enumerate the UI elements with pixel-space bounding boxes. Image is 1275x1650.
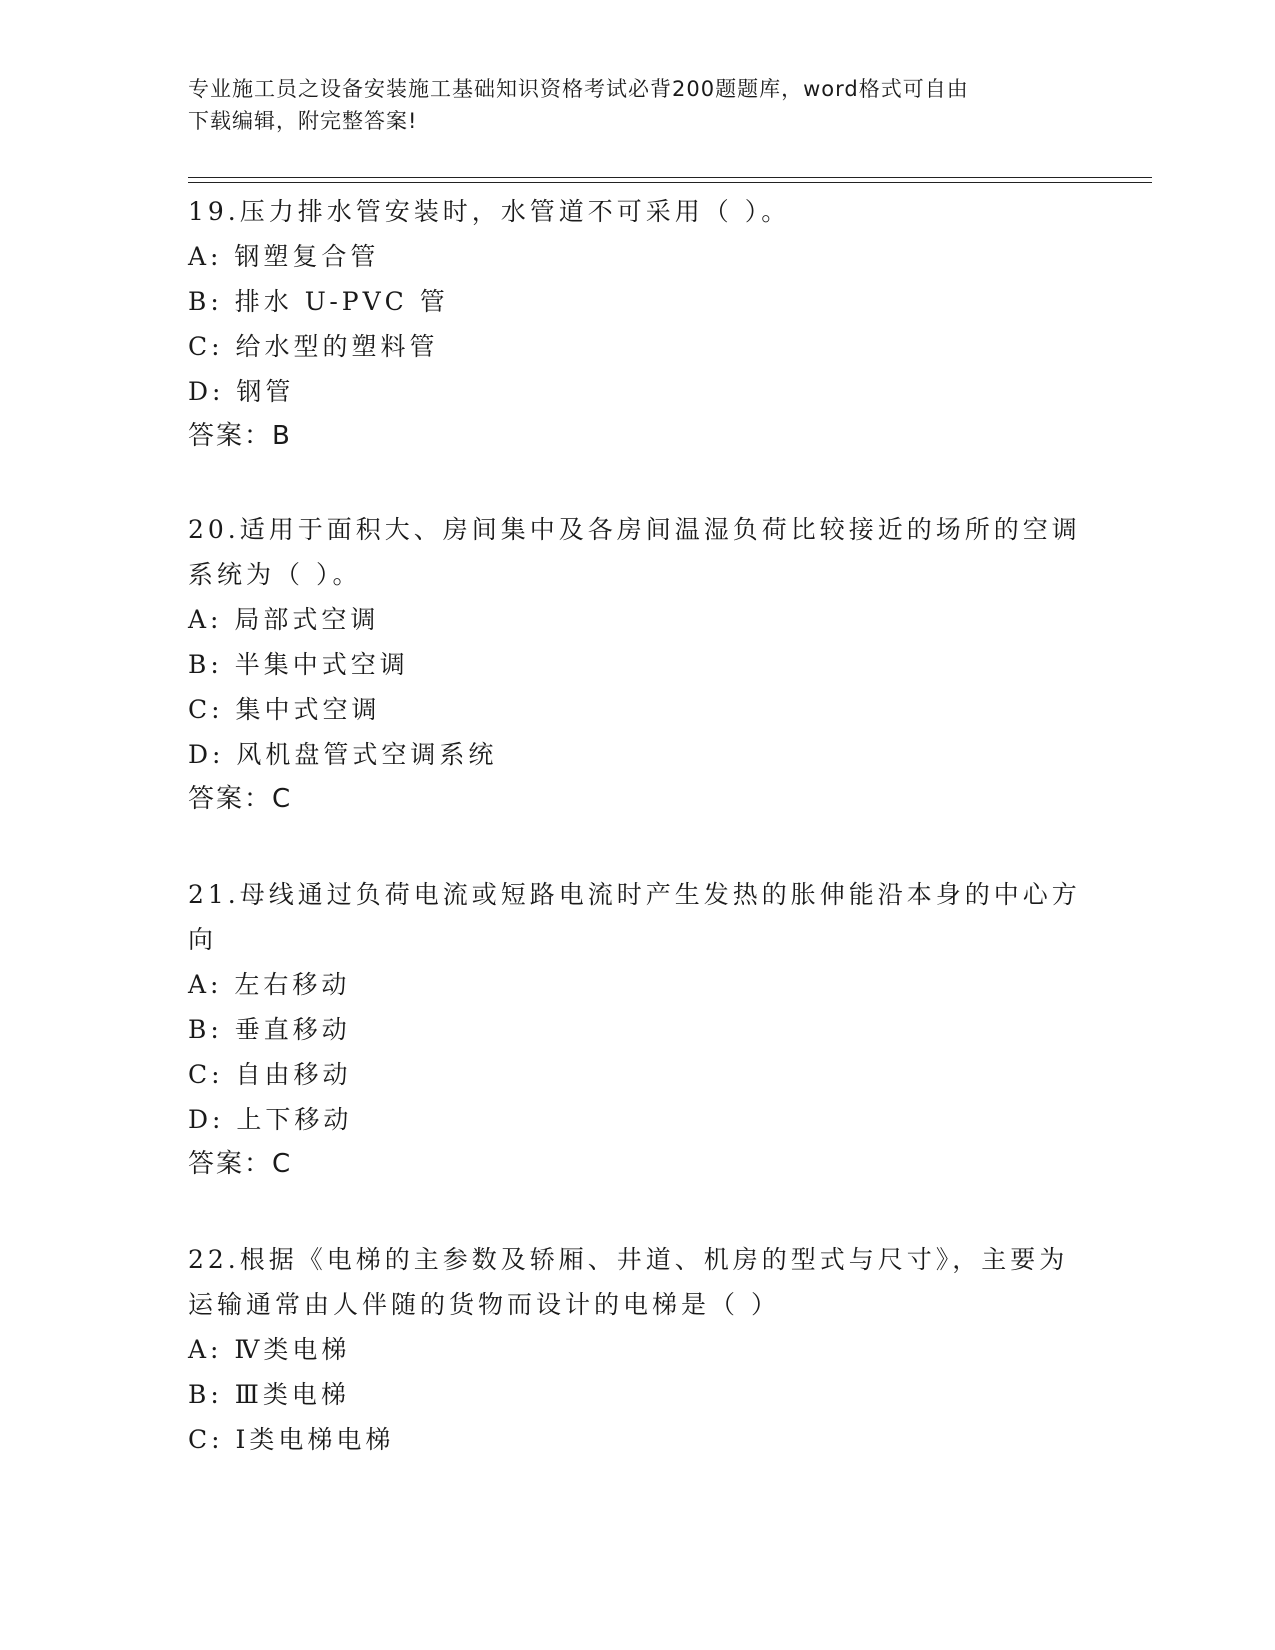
header-divider-top — [188, 177, 1152, 178]
document-header — [188, 73, 1078, 137]
question-stem-continued: 运输通常由人伴随的货物而设计的电梯是（ ） — [188, 1290, 780, 1319]
option-d: D: 钢管 — [188, 377, 295, 406]
header-divider-bottom — [188, 182, 1152, 183]
option-a: A: 左右移动 — [188, 970, 351, 999]
option-c: C: Ⅰ类电梯电梯 — [188, 1425, 395, 1454]
question-stem: 22.根据《电梯的主参数及轿厢、井道、机房的型式与尺寸》，主要为 — [188, 1245, 1069, 1274]
question-stem-continued: 系统为（ ）。 — [188, 560, 362, 589]
header-line-2: 下载编辑，附完整答案! — [188, 109, 418, 133]
question-stem: 19.压力排水管安装时，水管道不可采用（ ）。 — [188, 197, 791, 226]
question-stem-continued: 向 — [188, 925, 218, 954]
question-stem: 20.适用于面积大、房间集中及各房间温湿负荷比较接近的场所的空调 — [188, 515, 1081, 544]
option-b: B: 排水 U-PVC 管 — [188, 287, 449, 316]
answer: 答案：C — [188, 784, 293, 814]
option-b: B: Ⅲ类电梯 — [188, 1380, 350, 1409]
option-b: B: 垂直移动 — [188, 1015, 351, 1044]
question-20 — [188, 507, 1088, 822]
answer: 答案：B — [188, 421, 292, 451]
question-19 — [188, 189, 1088, 459]
option-d: D: 上下移动 — [188, 1105, 353, 1134]
question-21 — [188, 872, 1088, 1187]
option-a: A: 局部式空调 — [188, 605, 380, 634]
header-line-1: 专业施工员之设备安装施工基础知识资格考试必背200题题库，word格式可自由 — [188, 77, 969, 101]
option-c: C: 自由移动 — [188, 1060, 352, 1089]
option-d: D: 风机盘管式空调系统 — [188, 740, 498, 769]
option-c: C: 给水型的塑料管 — [188, 332, 439, 361]
answer: 答案：C — [188, 1149, 293, 1179]
option-a: A: 钢塑复合管 — [188, 242, 380, 271]
question-stem: 21.母线通过负荷电流或短路电流时产生发热的胀伸能沿本身的中心方 — [188, 880, 1081, 909]
option-c: C: 集中式空调 — [188, 695, 381, 724]
option-a: A: Ⅳ类电梯 — [188, 1335, 351, 1364]
option-b: B: 半集中式空调 — [188, 650, 409, 679]
question-22 — [188, 1237, 1088, 1462]
